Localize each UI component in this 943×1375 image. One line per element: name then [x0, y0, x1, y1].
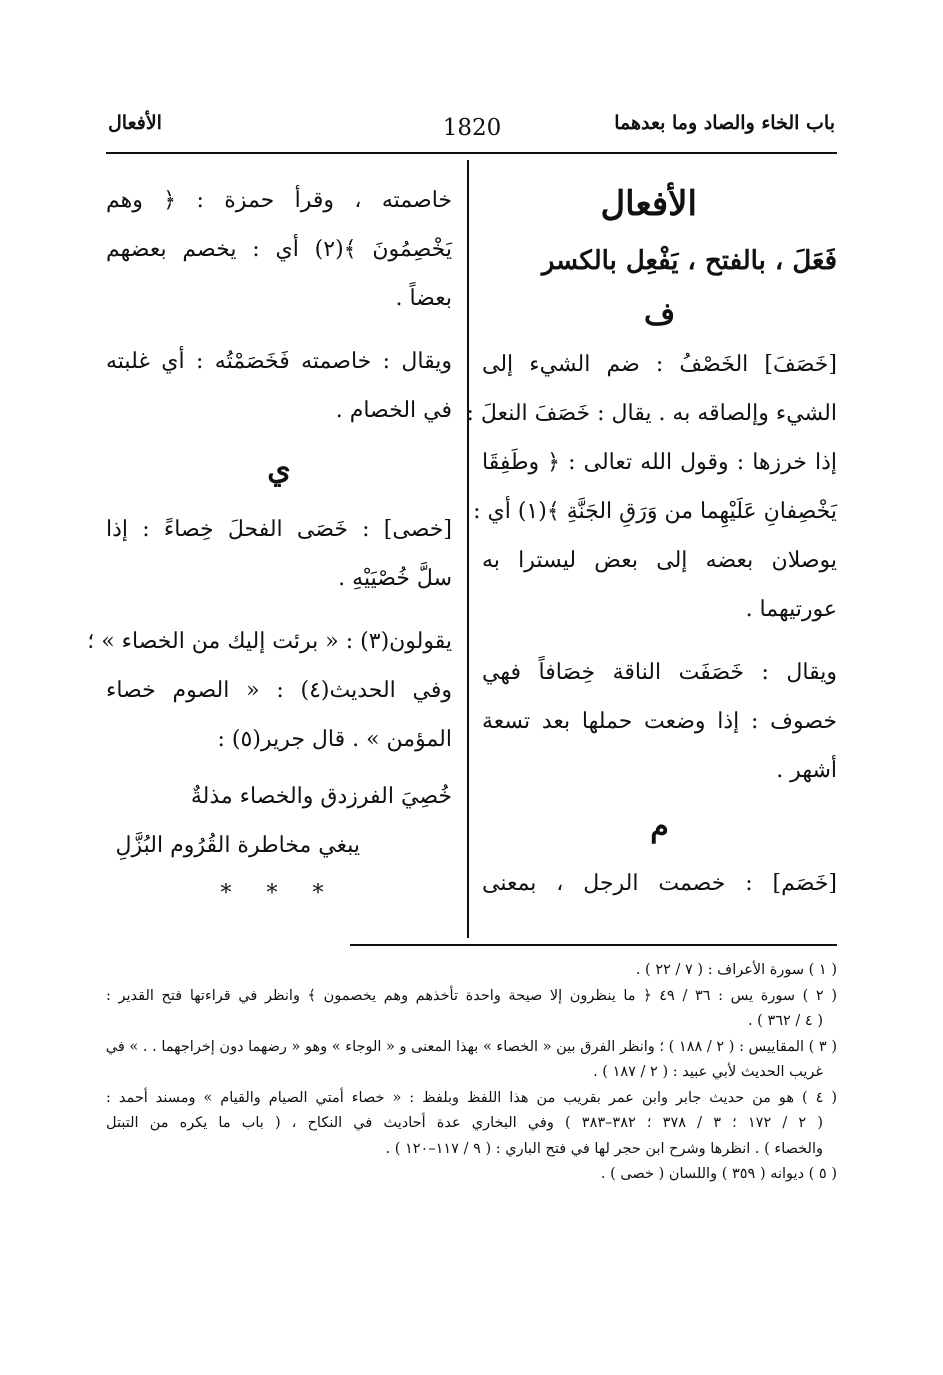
text-line: يَخْصِفانِ عَلَيْهِما من وَرَقِ الجَنَّةِ ﴾(١) أي :: [473, 499, 837, 524]
entry-khasaf: [466, 340, 837, 634]
form-heading: فَعَلَ ، بالفتح ، يَفْعِل بالكسر: [541, 246, 837, 276]
chapter-title: الأفعال: [108, 112, 162, 134]
footnote-line: ( ٤ / ٣٦٢ ) .: [747, 1013, 823, 1029]
footnote-line: ( ٢ / ١٧٢ ؛ ٣ / ٣٧٨ ؛ ٣٨٢–٣٨٣ ) وفي البخاري عدة أحاديث في النكاح ، ( باب ما يكره من التبتل: [106, 1115, 824, 1131]
footnote-line: ( ١ ) سورة الأعراف : ( ٧ / ٢٢ ) .: [635, 962, 837, 978]
entry-ghalaba: [106, 337, 452, 435]
section-heading: الأفعال: [600, 184, 697, 224]
entry-khasa: [106, 505, 452, 603]
letter-heading-y: ي: [267, 452, 291, 487]
footnote-line: ( ٣ ) المقاييس : ( ٢ / ١٨٨ ) ؛ وانظر الفرق بين « الخصاء » بهذا المعنى و « الوجاء » وهو « رضهما دون إخراجهما . . » في: [105, 1038, 837, 1055]
text-line: خاصمته ، وقرأ حمزة : ﴿ وهم: [106, 188, 452, 213]
letter-heading-m: م: [650, 809, 669, 844]
right-column: [466, 176, 837, 908]
text-line: إذا خرزها : وقول الله تعالى : ﴿ وطَفِقَا: [482, 450, 837, 475]
footnote-rule: [350, 944, 837, 946]
header-rule: [106, 152, 837, 154]
text-line: يَخْصِمُونَ ﴾(٢) أي : يخصم بعضهم: [106, 237, 452, 262]
text-line: أشهر .: [776, 758, 837, 783]
text-line: الشيء وإلصاقه به . يقال : خَصَفَ النعلَ :: [466, 401, 837, 426]
verse-line: خُصِيَ الفرزدق والخصاء مذلةٌ: [190, 784, 452, 809]
text-line: في الخصام .: [335, 398, 452, 423]
footnote-line: والخصاء ) . انظرها وشرح ابن حجر لها في فتح الباري : ( ٩ / ١١٧–١٢٠ ) .: [385, 1140, 823, 1157]
text-line: المؤمن » . قال جرير(٥) :: [217, 727, 452, 752]
text-line: يقولون(٣) : « برئت إليك من الخصاء » ؛: [87, 629, 452, 654]
entry-yaqulun: [87, 617, 452, 764]
footnote-line: ( ٢ ) سورة يس : ٣٦ / ٤٩ ﴿ ما ينظرون إلا صيحة واحدة تأخذهم وهم يخصمون ﴾ وانظر في قراءتها فتح القدير :: [106, 987, 837, 1004]
letter-heading-f: ف: [643, 297, 676, 332]
column-divider: [467, 160, 469, 938]
entry-khasam: [خَصَم] : خصمت الرجل ، بمعنى: [482, 871, 837, 896]
text-line: يوصلان بعضه إلى بعض ليسترا به: [482, 548, 837, 573]
text-line: خصوف : إذا وضعت حملها بعد تسعة: [482, 709, 837, 734]
footnote-line: غريب الحديث لأبي عبيد : ( ٢ / ١٨٧ ) .: [593, 1064, 823, 1080]
separator-stars: * * *: [220, 881, 338, 906]
text-line: [خَصَفَ] الخَصْفُ : ضم الشيء إلى: [482, 352, 837, 377]
text-line: ويقال : خَصَفَت الناقة خِصَافاً فهي: [482, 660, 837, 685]
text-line: بعضاً .: [395, 286, 452, 311]
footnote-line: ( ٥ ) ديوانه ( ٣٥٩ ) واللسان ( خصى ) .: [600, 1166, 837, 1182]
page-number: 1820: [442, 115, 502, 141]
text-line: عورتيهما .: [745, 597, 837, 622]
footnotes: [106, 958, 837, 1188]
entry-khasam-continued: [106, 176, 452, 323]
verse-line: يبغي مخاطرة القُرُوم البُزَّلِ: [115, 833, 360, 858]
footnote-line: ( ٤ ) هو من حديث جابر وابن عمر بقريب من هذا اللفظ وبلفظ : « خصاء أمتي الصيام والقيام » ومسند أحمد :: [106, 1089, 837, 1106]
text-line: ويقال : خاصمته فَخَصَمْتُه : أي غلبته: [106, 349, 452, 374]
text-line: وفي الحديث(٤) : « الصوم خصاء: [106, 678, 452, 703]
text-line: سلَّ خُصْيَيْهِ .: [338, 566, 452, 591]
section-title: باب الخاء والصاد وما بعدهما: [614, 112, 835, 134]
entry-naqa: [482, 648, 837, 795]
left-column: [87, 176, 452, 914]
text-line: [خصى] : خَصَى الفحلَ خِصاءً : إذا: [106, 517, 452, 542]
